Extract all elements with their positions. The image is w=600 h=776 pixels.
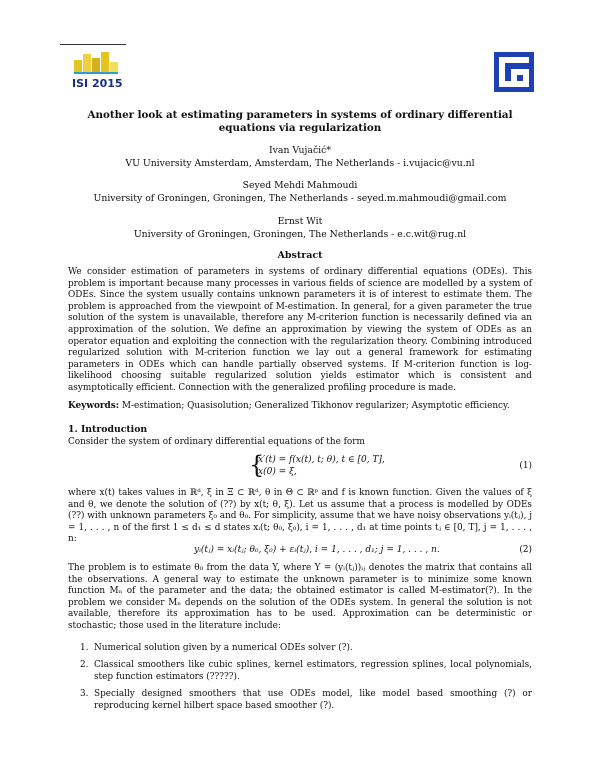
paper-title: Another look at estimating parameters in systems of ordinary differential equations via regularization (87, 109, 513, 134)
author-affiliation: University of Groningen, Groningen, The Netherlands - e.c.wit@rug.nl (133, 228, 467, 240)
conference-logo-text: ISI 2015 (72, 77, 123, 90)
equation-1-line-2: x(0) = ξ, (258, 467, 297, 477)
author-name: Ernst Wit (277, 216, 323, 227)
author-affiliation: University of Groningen, Groningen, The Netherlands - seyed.m.mahmoudi@gmail.com (93, 192, 507, 204)
institution-logo (494, 52, 534, 92)
equation-1-line-1: x′(t) = f(x(t), t; θ), t ∈ [0, T], (258, 455, 385, 465)
equation-brace: { (249, 451, 265, 479)
paragraph-2: where x(t) takes values in ℝᵈ, ξ in Ξ ⊂ ℝᵈ, θ in Θ ⊂ ℝᵖ and f is known function. Given the values of ξ and θ, we denote the solution of (??) by x(t; θ, ξ). Let us assume that a process is modelled by ODEs (??) with unknown parameters ξ₀ and θ₀. For simplicity, assume that we have noisy observations yᵢ(tⱼ), j = 1, . . . , n of the first 1 ≤ d₁ ≤ d states xᵢ(t; θ₀, ξ₀), i = 1, . . . , d₁ at time points tⱼ ∈ [0, T], j = 1, . . . , n: (68, 488, 532, 545)
list-item-text: Classical smoothers like cubic splines, kernel estimators, regression splines, local polynomials, step function estimators (?????). (94, 660, 532, 682)
equation-2-number: (2) (519, 545, 532, 555)
list-item-number: 1. (80, 643, 89, 653)
list-item-number: 3. (80, 689, 89, 699)
keywords (68, 401, 532, 411)
author-name: Ivan Vujačić* (269, 145, 331, 156)
author-name: Seyed Mehdi Mahmoudi (242, 180, 358, 191)
paragraph-3: The problem is to estimate θ₀ from the data Y, where Y = (yᵢ(tⱼ))ᵢⱼ denotes the matrix that contains all the observations. A general way to estimate the unknown parameter is to minimize some known function Mₙ of the parameter and the data; the obtained estimator is called M-estimator(?). In the problem we consider Mₙ depends on the solution of the ODEs system. In general the solution is not available, therefore its approximation has to be used. Approximation can be deterministic or stochastic; those used in the literature include: (68, 563, 532, 631)
list-item-text: Numerical solution given by a numerical ODEs solver (?). (94, 643, 353, 653)
isi-2015-logo (68, 50, 130, 94)
author-block-1 (60, 145, 540, 171)
abstract-text: We consider estimation of parameters in systems of ordinary differential equations (ODEs). This problem is important because many processes in various fields of science are modelled by a system of ODEs. Since the system usually contains unknown parameters it is of interest to estimate them. The problem is approached from the viewpoint of M-estimation. In general, for a given parameter the true solution of the system is unavailable, therefore any M-criterion function is necessarily defined via an approximation of the solution. We define an approximation by viewing the system of ODEs as an operator equation and exploiting the connection with the regularization theory. Combining introduced regularized solution with M-criterion function we lay out a general framework for estimating parameters in ODEs which can handle partially observed systems. If M-criterion function is log-likelihood choosing suitable regularized solution yields estimator which is consistent and asymptotically efficient. Connection with the generalized profiling procedure is made. (68, 267, 532, 393)
equation-1-number: (1) (519, 461, 532, 471)
keywords-text: M-estimation; Quasisolution; Generalized Tikhonov regularizer; Asymptotic efficiency. (121, 401, 510, 411)
equation-1 (249, 451, 385, 479)
section-heading: 1. Introduction (68, 424, 148, 435)
author-block-2 (60, 180, 540, 206)
header-rule (60, 44, 126, 45)
abstract-heading: Abstract (277, 250, 323, 261)
keywords-label: Keywords: (68, 401, 120, 411)
equation-2: yᵢ(tⱼ) = xᵢ(tⱼ; θ₀, ξ₀) + εᵢ(tⱼ), i = 1, . . . , d₁; j = 1, . . . , n. (194, 545, 440, 555)
list-item-number: 2. (80, 660, 89, 670)
list-item-text: Specially designed smoothers that use ODEs model, like model based smoothing (?) or reproducing kernel hilbert space based smoother (?). (94, 689, 532, 711)
section-intro: Consider the system of ordinary differential equations of the form (68, 437, 365, 447)
author-affiliation: VU University Amsterdam, Amsterdam, The Netherlands - i.vujacic@vu.nl (125, 157, 475, 169)
author-block-3 (60, 216, 540, 242)
